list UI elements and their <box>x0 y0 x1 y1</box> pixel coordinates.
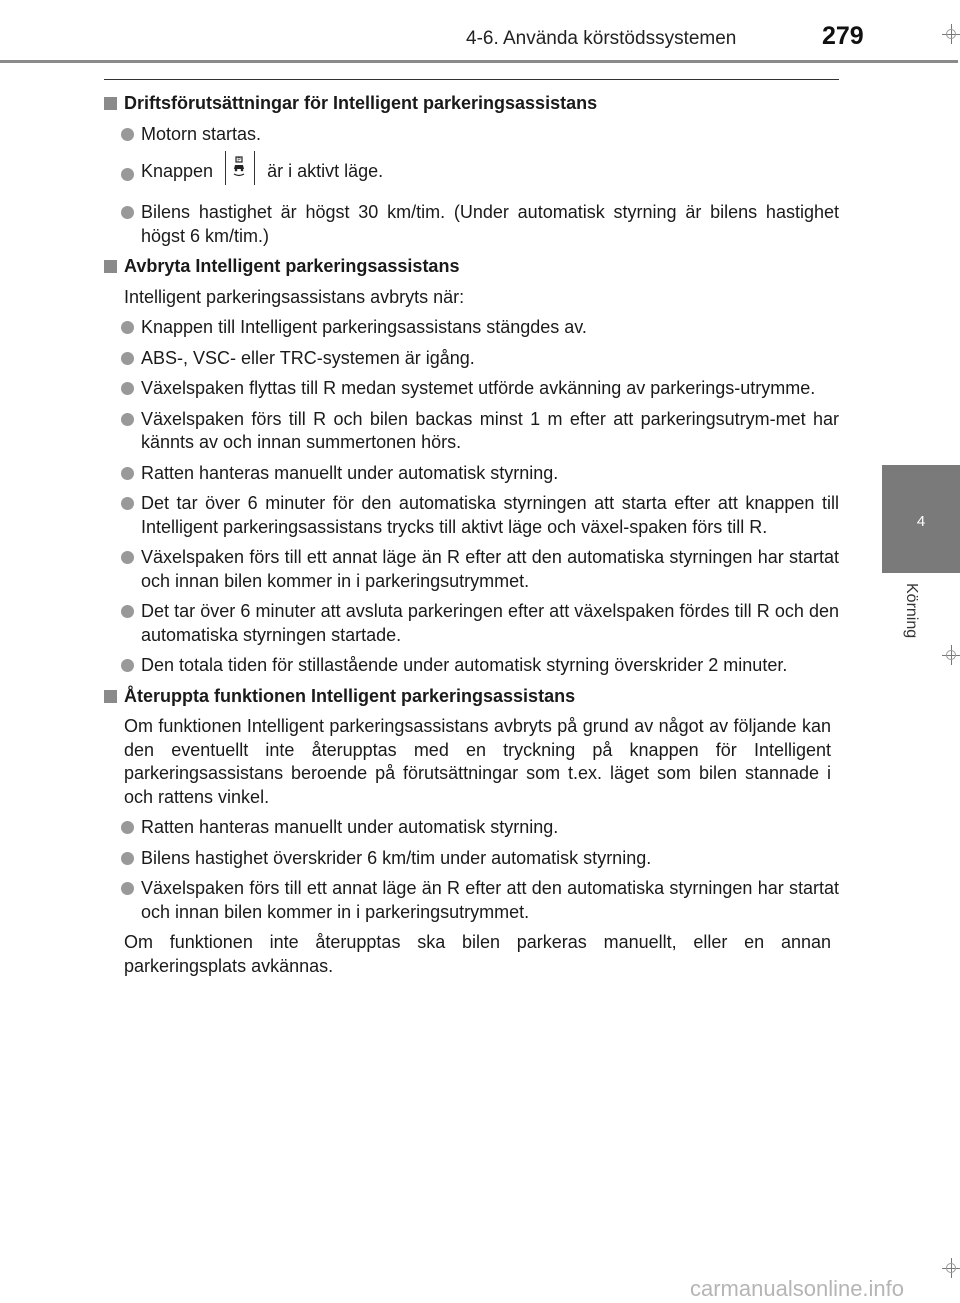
content-rule <box>104 79 839 80</box>
list-item: ABS-, VSC- eller TRC-systemen är igång. <box>121 347 839 371</box>
crop-mark <box>946 1263 956 1273</box>
square-bullet-icon <box>104 97 117 110</box>
list-item: Den totala tiden för stillastående under automatisk styrning överskrider 2 minuter. <box>121 654 839 678</box>
section-heading: Driftsförutsättningar för Intelligent parkeringsassistans <box>104 92 839 116</box>
page-content <box>104 92 839 985</box>
header-rule <box>0 60 958 63</box>
round-bullet-icon <box>121 882 134 895</box>
list-item: Växelspaken förs till ett annat läge än R efter att den automatiska styrningen har startat och innan bilen kommer in i parkeringsutrymmet. <box>121 546 839 593</box>
square-bullet-icon <box>104 690 117 703</box>
round-bullet-icon <box>121 605 134 618</box>
chapter-number: 4 <box>916 513 926 530</box>
section-title: 4-6. Använda körstödssystemen <box>466 28 737 49</box>
list-item: Växelspaken förs till R och bilen backas minst 1 m efter att parkeringsutrym-met har kännts av och innan summertonen hörs. <box>121 408 839 455</box>
list-item: Knappen till Intelligent parkeringsassistans stängdes av. <box>121 316 839 340</box>
list-item: Bilens hastighet överskrider 6 km/tim under automatisk styrning. <box>121 847 839 871</box>
chapter-tab <box>882 465 960 573</box>
round-bullet-icon <box>121 352 134 365</box>
round-bullet-icon <box>121 821 134 834</box>
round-bullet-icon <box>121 413 134 426</box>
round-bullet-icon <box>121 551 134 564</box>
watermark: carmanualsonline.info <box>690 1276 905 1301</box>
paragraph: Om funktionen inte återupptas ska bilen parkeras manuellt, eller en annan parkeringsplats avkännas. <box>124 932 831 976</box>
crop-mark <box>946 29 956 39</box>
list-item: Det tar över 6 minuter att avsluta parkeringen efter att växelspaken fördes till R och den automatiska styrningen startade. <box>121 600 839 647</box>
round-bullet-icon <box>121 168 134 181</box>
list-item: Knappen P är i aktivt läge. <box>121 154 839 189</box>
list-item: Ratten hanteras manuellt under automatisk styrning. <box>121 462 839 486</box>
paragraph: Intelligent parkeringsassistans avbryts när: <box>124 286 465 307</box>
crop-mark <box>946 650 956 660</box>
round-bullet-icon <box>121 382 134 395</box>
paragraph: Om funktionen Intelligent parkeringsassistans avbryts på grund av något av följande kan den eventuellt inte återupptas med en tryckning på knappen för Intelligent parkeringsassistans beroende på förutsättningar som t.ex. läget som bilen stannade i och rattens vinkel. <box>124 716 831 807</box>
list-item: Växelspaken flyttas till R medan systemet utförde avkänning av parkerings-utrymme. <box>121 377 839 401</box>
list-item: Växelspaken förs till ett annat läge än R efter att den automatiska styrningen har startat och innan bilen kommer in i parkeringsutrymmet. <box>121 877 839 924</box>
round-bullet-icon <box>121 659 134 672</box>
list-item: Ratten hanteras manuellt under automatisk styrning. <box>121 816 839 840</box>
square-bullet-icon <box>104 260 117 273</box>
list-item: Motorn startas. <box>121 123 839 147</box>
round-bullet-icon <box>121 467 134 480</box>
round-bullet-icon <box>121 128 134 141</box>
round-bullet-icon <box>121 497 134 510</box>
chapter-label: Körning <box>903 583 920 639</box>
page-number: 279 <box>822 22 864 50</box>
round-bullet-icon <box>121 206 134 219</box>
list-item: Bilens hastighet är högst 30 km/tim. (Under automatisk styrning är bilens hastighet högst 6 km/tim.) <box>121 201 839 248</box>
svg-text:P: P <box>237 157 241 164</box>
round-bullet-icon <box>121 852 134 865</box>
section-heading: Återuppta funktionen Intelligent parkeringsassistans <box>104 685 839 709</box>
parking-assist-icon <box>225 151 255 185</box>
section-heading: Avbryta Intelligent parkeringsassistans <box>104 255 839 279</box>
list-item: Det tar över 6 minuter för den automatiska styrningen att starta efter att knappen till Intelligent parkeringsassistans trycks till aktivt läge och växel-spaken förs till R. <box>121 492 839 539</box>
round-bullet-icon <box>121 321 134 334</box>
